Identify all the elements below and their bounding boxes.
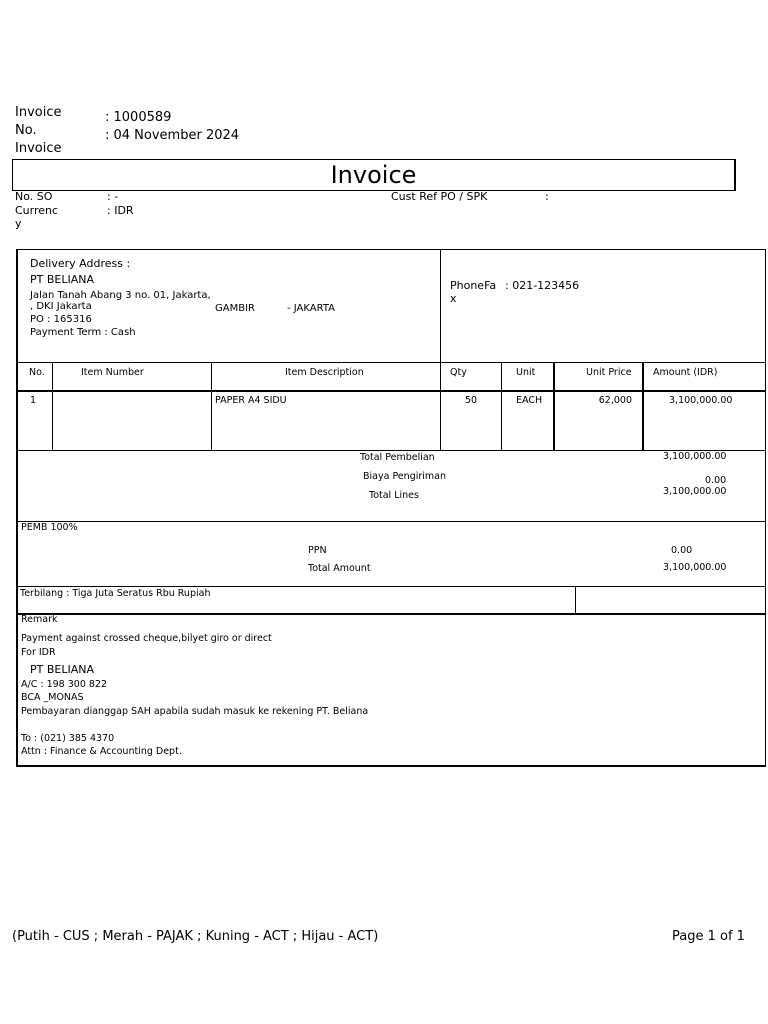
remark-top-line xyxy=(16,613,766,615)
copy-distribution-note: (Putih - CUS ; Merah - PAJAK ; Kuning - ACT ; Hijau - ACT) xyxy=(12,929,379,944)
currency-value: : IDR xyxy=(107,204,134,217)
col-divider-5 xyxy=(553,362,555,450)
invoice-date-label: Invoice xyxy=(15,141,62,156)
title-box xyxy=(12,159,736,191)
col-divider-1 xyxy=(52,362,53,450)
remark-label: Remark xyxy=(21,614,58,625)
table-header-bottom-line xyxy=(16,390,766,392)
po-number: PO : 165316 xyxy=(30,314,92,325)
col-divider-4 xyxy=(501,362,502,450)
no-so-value: : - xyxy=(107,190,119,203)
ppn-value: 0.00 xyxy=(671,545,693,556)
delivery-address-line-2: , DKI Jakarta xyxy=(30,301,92,312)
total-pembelian-value: 3,100,000.00 xyxy=(663,451,727,462)
biaya-pengiriman-value: 0.00 xyxy=(705,475,727,486)
terbilang-top-line xyxy=(16,586,766,587)
phone-label-line-2: x xyxy=(450,292,457,305)
pemb-label: PEMB 100% xyxy=(21,522,78,533)
row-amount: 3,100,000.00 xyxy=(669,395,733,406)
header-amount: Amount (IDR) xyxy=(653,367,718,378)
document-title: Invoice xyxy=(330,161,417,189)
invoice-no-label-line-1: Invoice xyxy=(15,105,62,120)
row-description: PAPER A4 SIDU xyxy=(215,395,287,406)
cust-ref-label: Cust Ref PO / SPK xyxy=(391,190,488,203)
totals-divider xyxy=(16,521,766,522)
remark-bank: BCA _MONAS xyxy=(21,692,84,703)
delivery-city: - JAKARTA xyxy=(287,303,336,314)
header-no: No. xyxy=(29,367,45,378)
remark-company: PT BELIANA xyxy=(30,663,94,676)
header-item-description: Item Description xyxy=(285,367,364,378)
phone-value: : 021-123456 xyxy=(505,279,580,292)
table-bottom-line xyxy=(16,450,766,451)
remark-to: To : (021) 385 4370 xyxy=(21,733,115,744)
remark-line-2: For IDR xyxy=(21,647,56,658)
header-unit-price: Unit Price xyxy=(586,367,632,378)
header-item-number: Item Number xyxy=(81,367,144,378)
row-unit: EACH xyxy=(516,395,543,406)
payment-term: Payment Term : Cash xyxy=(30,327,136,338)
total-lines-label: Total Lines xyxy=(369,490,419,501)
total-amount-value: 3,100,000.00 xyxy=(663,562,727,573)
terbilang-divider xyxy=(575,586,576,613)
delivery-district: GAMBIR xyxy=(215,303,255,314)
total-pembelian-label: Total Pembelian xyxy=(360,452,435,463)
total-amount-label: Total Amount xyxy=(308,563,371,574)
remark-attn: Attn : Finance & Accounting Dept. xyxy=(21,746,182,757)
remark-note: Pembayaran dianggap SAH apabila sudah masuk ke rekening PT. Beliana xyxy=(21,706,369,717)
currency-label-line-2: y xyxy=(15,217,22,230)
terbilang-text: Terbilang : Tiga Juta Seratus Rbu Rupiah xyxy=(20,588,211,599)
col-divider-2 xyxy=(211,362,212,450)
delivery-company: PT BELIANA xyxy=(30,273,94,286)
cust-ref-value: : xyxy=(545,190,549,203)
currency-label-line-1: Currenc xyxy=(15,204,59,217)
col-divider-3 xyxy=(440,362,441,450)
delivery-address-label: Delivery Address : xyxy=(30,257,131,270)
biaya-pengiriman-label: Biaya Pengiriman xyxy=(363,471,447,482)
remark-line-1: Payment against crossed cheque,bilyet giro or direct xyxy=(21,633,272,644)
remark-account: A/C : 198 300 822 xyxy=(21,679,108,690)
header-qty: Qty xyxy=(450,367,467,378)
invoice-no-label-line-2: No. xyxy=(15,123,37,138)
delivery-address-line-1: Jalan Tanah Abang 3 no. 01, Jakarta, xyxy=(30,290,211,301)
row-unit-price: 62,000 xyxy=(598,395,632,406)
invoice-number-value: : 1000589 xyxy=(105,110,172,125)
invoice-date-value: : 04 November 2024 xyxy=(105,128,240,143)
col-divider-6 xyxy=(642,362,644,450)
row-qty: 50 xyxy=(465,395,478,406)
table-top-line xyxy=(16,362,766,363)
no-so-label: No. SO xyxy=(15,190,53,203)
phone-label-line-1: PhoneFa xyxy=(450,279,497,292)
row-no: 1 xyxy=(30,395,37,406)
header-unit: Unit xyxy=(516,367,536,378)
ppn-label: PPN xyxy=(308,545,327,556)
page-number: Page 1 of 1 xyxy=(672,929,745,944)
total-lines-value: 3,100,000.00 xyxy=(663,486,727,497)
